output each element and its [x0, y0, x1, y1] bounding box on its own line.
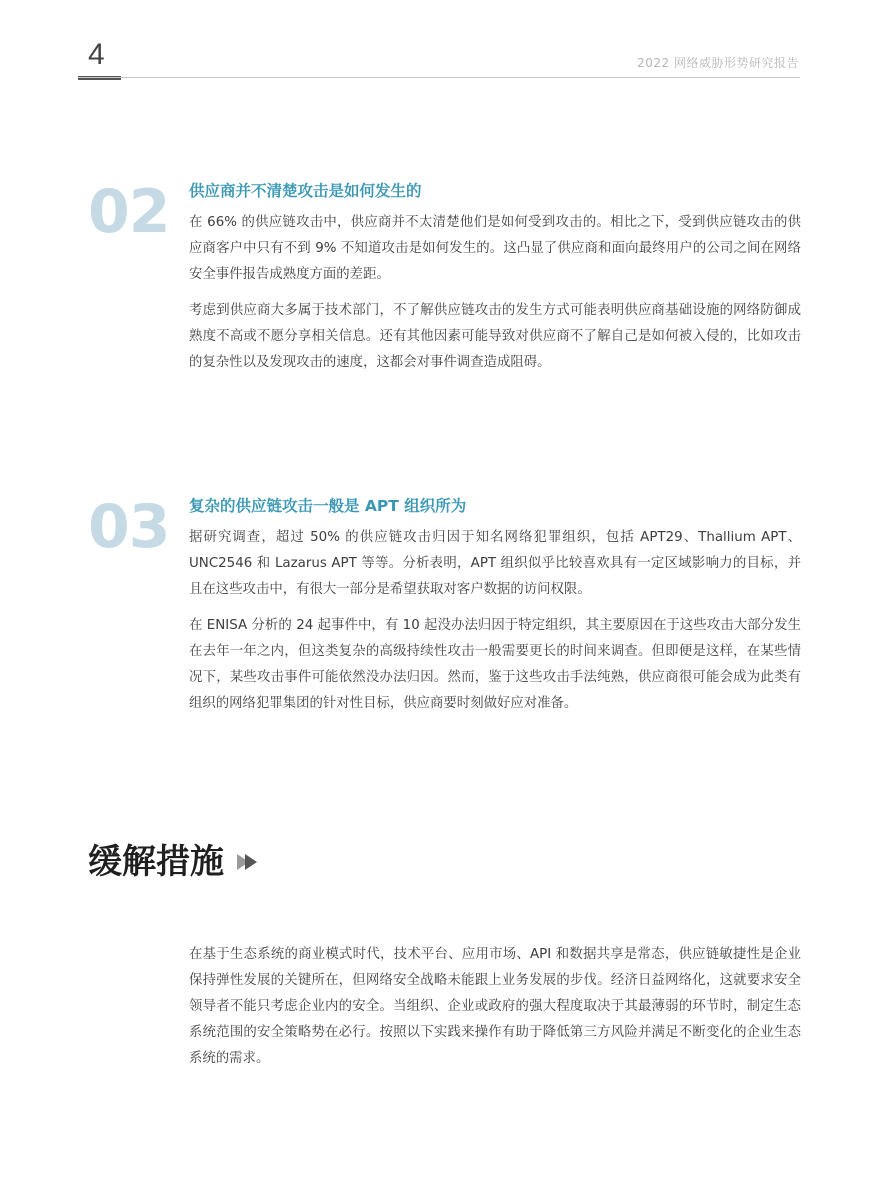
section-03: [189, 495, 801, 727]
section-heading: 复杂的供应链攻击一般是 APT 组织所为: [189, 497, 467, 515]
mitigation-heading: [88, 842, 260, 883]
mitigation-paragraph: 在基于生态系统的商业模式时代，技术平台、应用市场、API 和数据共享是常态，供应链敏捷性是企业保持弹性发展的关键所在，但网络安全战略未能跟上业务发展的步伐。经济日益网络化，这就要求安全领导者不能只考虑企业内的安全。当组织、企业或政府的强大程度取决于其最薄弱的环节时，制定生态系统范围的安全策略势在必行。按照以下实践来操作有助于降低第三方风险并满足不断变化的企业生态系统的需求。: [189, 947, 801, 1066]
section-paragraph: 在 66% 的供应链攻击中，供应商并不太清楚他们是如何受到攻击的。相比之下，受到供应链攻击的供应商客户中只有不到 9% 不知道攻击是如何发生的。这凸显了供应商和面向最终用户的公司之间在网络安全事件报告成熟度方面的差距。: [189, 215, 801, 282]
section-02: [189, 180, 801, 386]
section-number-02: 02: [88, 177, 170, 247]
section-paragraph: 在 ENISA 分析的 24 起事件中，有 10 起没办法归因于特定组织，其主要原因在于这些攻击大部分发生在去年一年之内，但这类复杂的高级持续性攻击一般需要更长的时间来调查。但即便是这样，在某些情况下，某些攻击事件可能依然没办法归因。然而，鉴于这些攻击手法纯熟，供应商很可能会成为此类有组织的网络犯罪集团的针对性目标，供应商要时刻做好应对准备。: [189, 618, 801, 711]
page-number: 4: [88, 38, 105, 71]
section-paragraph: 据研究调查，超过 50% 的供应链攻击归因于知名网络犯罪组织，包括 APT29、Thallium APT、UNC2546 和 Lazarus APT 等等。分析表明，APT 组织似乎比较喜欢具有一定区域影响力的目标，并且在这些攻击中，有很大一部分是希望获取对客户数据的访问权限。: [189, 530, 801, 597]
report-title: 2022 网络威胁形势研究报告: [637, 56, 799, 70]
header-divider: [78, 77, 800, 78]
section-number-03: 03: [88, 492, 170, 562]
section-paragraph: 考虑到供应商大多属于技术部门，不了解供应链攻击的发生方式可能表明供应商基础设施的网络防御成熟度不高或不愿分享相关信息。还有其他因素可能导致对供应商不了解自己是如何被入侵的，比如攻击的复杂性以及发现攻击的速度，这都会对事件调查造成阻碍。: [189, 303, 801, 370]
mitigation-body: [189, 942, 801, 1082]
section-heading: 供应商并不清楚攻击是如何发生的: [189, 182, 422, 200]
mitigation-title-text: 缓解措施: [88, 842, 224, 882]
play-arrow-icon: [236, 853, 260, 871]
